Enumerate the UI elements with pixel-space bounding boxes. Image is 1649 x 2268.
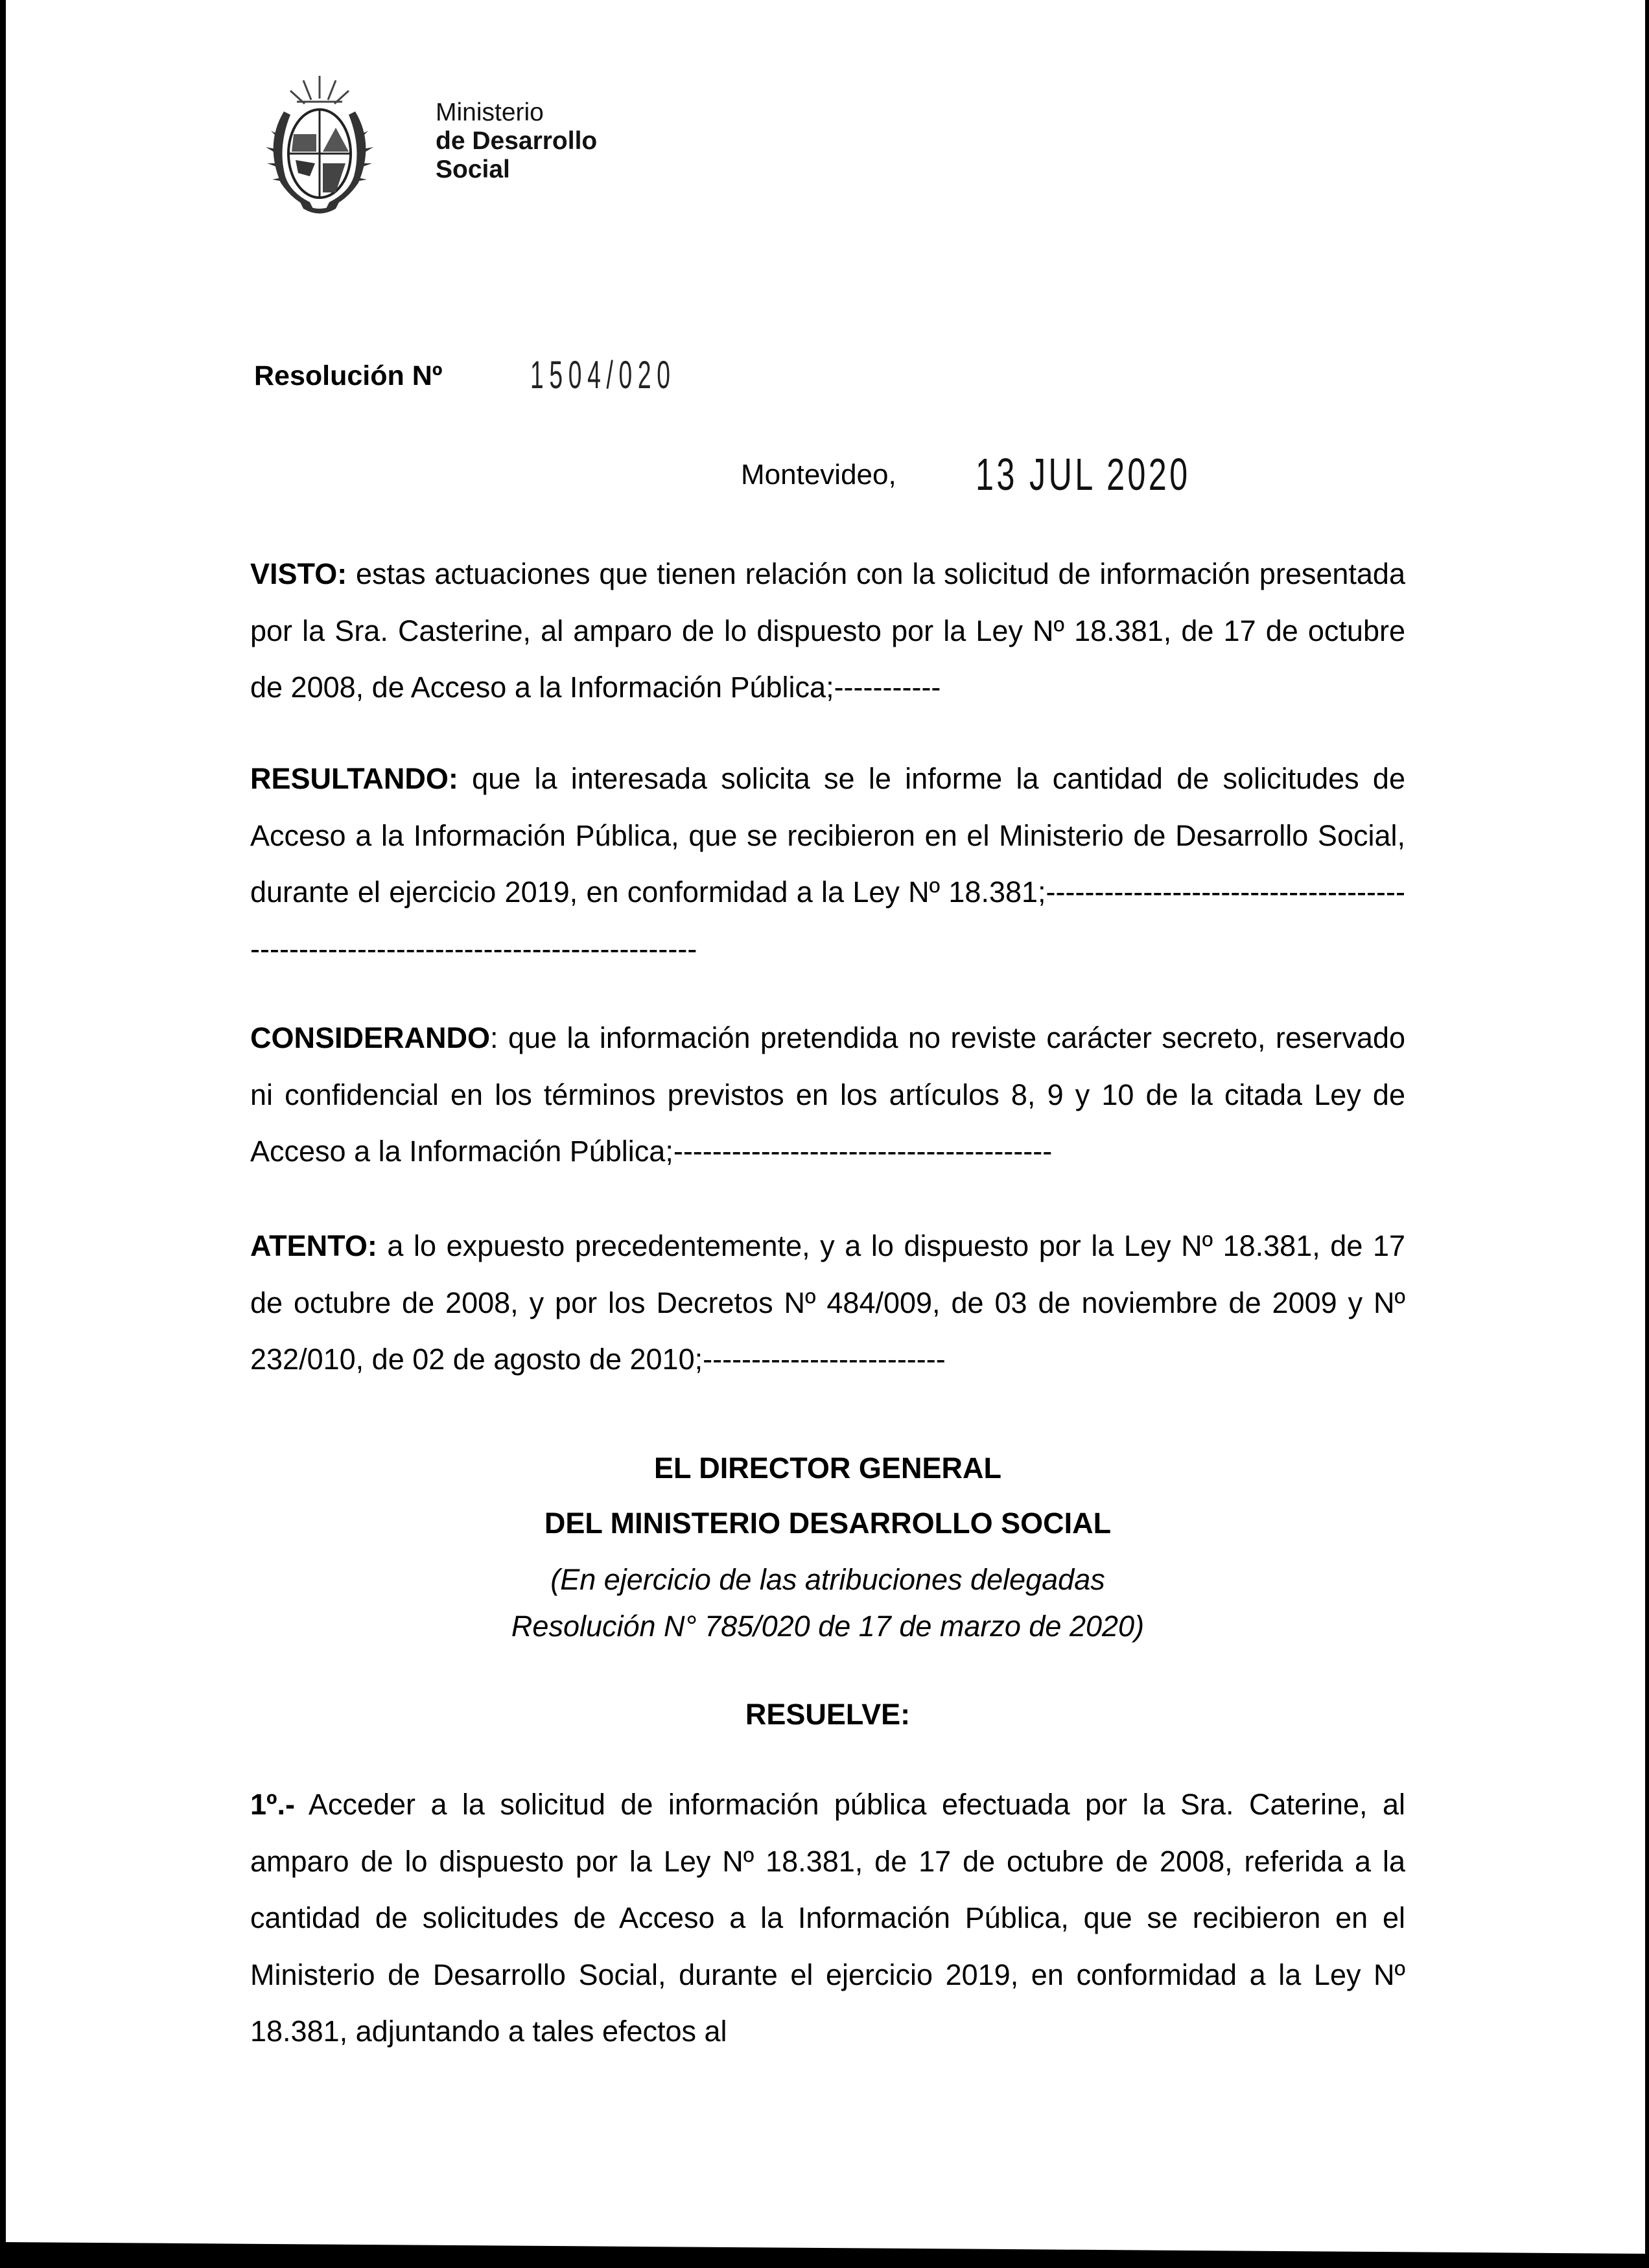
section-visto-text: estas actuaciones que tienen relación con la solicitud de información presentada por la Sra. Casterine, al amparo de lo dispuesto por la Ley Nº 18.381, de 17 de octubre de 2008, de Acceso a la Información Pública;----------- xyxy=(250,557,1405,704)
section-resultando-text: que la interesada solicita se le informe la cantidad de solicitudes de Acceso a la Información Pública, que se recibieron en el Ministerio de Desarrollo Social, durante el ejercicio 2019, en conformidad a la Ley Nº 18.381;----------------------------------------------------------------------------------- xyxy=(250,762,1405,966)
resolution-label: Resolución Nº xyxy=(254,360,443,391)
resolve-heading: RESUELVE: xyxy=(745,1698,911,1731)
ministry-name-line2: de Desarrollo xyxy=(436,127,598,155)
resolve-item-1-number: 1º.- xyxy=(250,1788,295,1821)
authority-title: EL DIRECTOR GENERAL xyxy=(654,1452,1001,1485)
scan-border-bottom xyxy=(0,2242,1649,2268)
resolve-item-1 xyxy=(250,1776,1405,2060)
section-considerando xyxy=(250,1010,1405,1180)
scan-border-left xyxy=(0,0,6,2268)
ministry-name-line3: Social xyxy=(436,156,510,183)
scan-border-right xyxy=(1645,0,1649,2268)
section-atento-heading: ATENTO: xyxy=(250,1229,377,1262)
section-resultando xyxy=(250,750,1405,977)
ministry-name-line1: Ministerio xyxy=(436,98,544,126)
section-considerando-text: : que la información pretendida no reviste carácter secreto, reservado ni confidencial en los términos previstos en los artículos 8, 9 y 10 de la citada Ley de Acceso a la Información Pública;--------------------------------------- xyxy=(250,1021,1405,1168)
section-atento-text: a lo expuesto precedentemente, y a lo dispuesto por la Ley Nº 18.381, de 17 de octubre de 2008, y por los Decretos Nº 484/009, de 03 de noviembre de 2009 y Nº 232/010, de 02 de agosto de 2010;------------------------- xyxy=(250,1229,1405,1376)
authority-institution: DEL MINISTERIO DESARROLLO SOCIAL xyxy=(544,1507,1112,1540)
section-resultando-heading: RESULTANDO: xyxy=(250,762,458,795)
resolution-number-stamp: 1504/020 xyxy=(530,353,676,397)
section-considerando-heading: CONSIDERANDO xyxy=(250,1021,491,1054)
delegation-note-line2: Resolución N° 785/020 de 17 de marzo de 2020) xyxy=(511,1610,1145,1643)
section-visto-heading: VISTO: xyxy=(250,557,347,590)
section-atento xyxy=(250,1218,1405,1388)
resolve-item-1-text: Acceder a la solicitud de información pública efectuada por la Sra. Caterine, al amparo de lo dispuesto por la Ley Nº 18.381, de 17 de octubre de 2008, referida a la cantidad de solicitudes de Acceso a la Información Pública, que se recibieron en el Ministerio de Desarrollo Social, durante el ejercicio 2019, en conformidad a la Ley Nº 18.381, adjuntando a tales efectos al xyxy=(250,1788,1406,2048)
section-visto xyxy=(250,546,1405,716)
ministry-name xyxy=(436,98,597,184)
dateline-place: Montevideo, xyxy=(741,459,896,491)
coat-of-arms-icon xyxy=(258,73,381,215)
delegation-note-line1: (En ejercicio de las atribuciones delegadas xyxy=(550,1563,1105,1596)
date-stamp: 13 JUL 2020 xyxy=(976,449,1191,500)
